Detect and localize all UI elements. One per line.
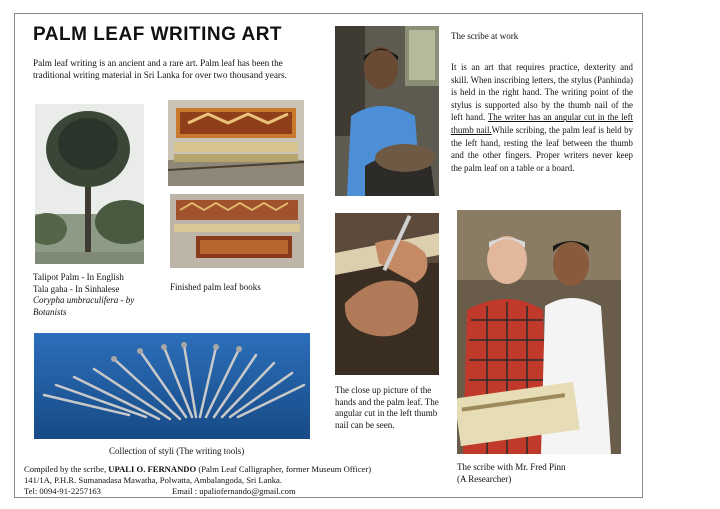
footer-compiled-prefix: Compiled by the scribe, (24, 464, 109, 474)
scribe-para-start: It is an art that requires practice, dexterity and skill. When inscribing letters, the stylus (Panhinda) is held in the right hand. The writing point of the stylus is supported also by the thumb nail of the left hand. (451, 62, 633, 123)
books-caption: Finished palm leaf books (170, 282, 261, 292)
talipot-caption (33, 272, 134, 318)
footer-name: UPALI O. FERNANDO (108, 464, 197, 474)
scribe-paragraph (451, 61, 633, 174)
talipot-line-3: Corypha umbraculifera - by (33, 295, 135, 305)
scribe-para-underline: The writer has an angular cut in the left thumb nail. (451, 112, 633, 135)
footer-email: Email : upaliofernando@gmail.com (172, 486, 296, 496)
styli-collection-photo (34, 333, 310, 439)
scribe-with-fred-pinn-photo (457, 210, 621, 454)
closeup-hands-photo (335, 213, 439, 375)
scribe-heading: The scribe at work (451, 31, 519, 41)
scribe-para-end: While scribing, the palm leaf is held by the left hand, resting the leaf between the thumb and the other fingers. Proper writers never keep the palm leaf on a table or a board. (451, 124, 633, 173)
footer-address: 141/1A, P.H.R. Sumanadasa Mawatha, Polwatta, Ambalangoda, Sri Lanka. (24, 475, 283, 485)
scribe-at-work-photo (335, 26, 439, 196)
pinn-caption-line-1: The scribe with Mr. Fred Pinn (457, 462, 566, 472)
talipot-line-4: Botanists (33, 306, 67, 317)
footer-role: (Palm Leaf Calligrapher, former Museum Officer) (196, 464, 372, 474)
talipot-line-1: Talipot Palm - In English (33, 272, 124, 282)
footer-line-1 (24, 464, 371, 475)
pinn-caption (457, 462, 566, 485)
styli-caption: Collection of styli (The writing tools) (109, 446, 245, 456)
talipot-palm-photo (35, 104, 144, 264)
footer-credits (24, 464, 371, 497)
pinn-caption-line-2: (A Researcher) (457, 473, 512, 484)
footer-tel: Tel: 0094-91-2257163 (24, 486, 101, 496)
closeup-caption: The close up picture of the hands and the palm leaf. The angular cut in the left thumb nail can be seen. (335, 385, 439, 430)
footer-line-3 (24, 486, 371, 497)
intro-text: Palm leaf writing is an ancient and a rare art. Palm leaf has been the traditional writing material in Sri Lanka for over two thousand years. (33, 58, 287, 80)
talipot-line-2: Tala gaha - In Sinhalese (33, 283, 120, 294)
palm-leaf-books-photo-top (168, 100, 304, 186)
page-title: PALM LEAF WRITING ART (33, 24, 283, 45)
palm-leaf-books-photo-bottom (170, 194, 304, 268)
